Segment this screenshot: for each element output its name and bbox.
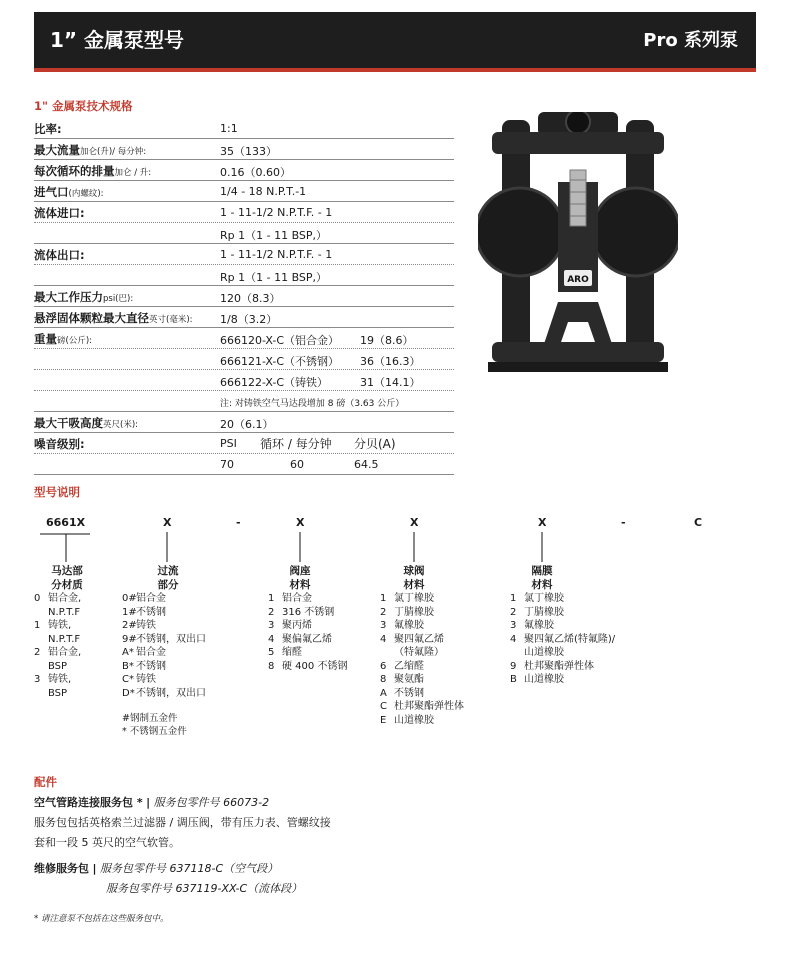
option-item: [380, 633, 464, 647]
option-item: [268, 633, 347, 647]
page-title: 1” 金属泵型号: [50, 28, 185, 52]
category-head-motor: 马达部 分材质: [51, 565, 83, 591]
spec-value: 35（133）: [220, 145, 277, 158]
option-item: [510, 619, 615, 633]
spec-row-fluid-inlet-2: [34, 223, 454, 244]
option-label: 不锈钢，双出口: [136, 633, 206, 645]
option-item: [380, 700, 464, 714]
spec-row-weight-2: [34, 349, 454, 370]
option-code: 3: [268, 620, 275, 631]
air-kit-description: 套和一段 5 英尺的空气软管。: [34, 836, 180, 849]
noise-value: 60: [290, 458, 304, 471]
model-code-x3: X: [410, 516, 419, 529]
spec-label: 悬浮固体颗粒最大直径英寸(毫米):: [34, 311, 193, 325]
option-label: BSP: [48, 660, 68, 672]
option-item: [380, 606, 464, 620]
spec-value: 1/4 - 18 N.P.T.-1: [220, 185, 307, 198]
option-label: 缩醛: [282, 647, 302, 658]
option-item: [268, 606, 347, 620]
option-label: N.P.T.F: [48, 606, 81, 618]
spec-row-noise-values: [34, 454, 454, 475]
option-item: [510, 592, 615, 606]
option-item: [510, 673, 615, 687]
air-kit-line: [34, 794, 269, 810]
spec-row-fluid-inlet: [34, 202, 454, 223]
option-item: [380, 687, 464, 701]
option-item: [510, 646, 615, 660]
spec-value: 120（8.3）: [220, 292, 281, 305]
options-seat: [268, 592, 347, 673]
option-label: 铝合金,: [48, 647, 82, 658]
spec-row-max-pressure: [34, 286, 454, 307]
parts-section-title: 配件: [34, 775, 57, 789]
option-item: [268, 660, 347, 674]
air-kit-part-number: 服务包零件号 66073-2: [153, 796, 270, 809]
spec-row-air-inlet: [34, 181, 454, 202]
option-item: [122, 606, 206, 620]
noise-value: 70: [220, 458, 234, 471]
pump-right-chamber: [592, 188, 678, 276]
repair-kit-label: 维修服务包: [34, 862, 89, 875]
option-code: C*: [122, 674, 134, 685]
option-label: N.P.T.F: [48, 633, 81, 645]
air-kit-description: 服务包包括英格索兰过滤器 / 调压阀，带有压力表、管螺纹接: [34, 816, 331, 829]
spec-value: 666120-X-C（铝合金）: [220, 334, 340, 347]
option-label: 铝合金,: [48, 593, 82, 604]
spec-value: Rp 1（1 - 11 BSP,）: [220, 271, 328, 284]
hardware-note: #钢制五金件: [122, 713, 178, 724]
model-code-x2: X: [296, 516, 305, 529]
repair-kit-line: [34, 860, 278, 876]
spec-value: 36（16.3）: [360, 355, 421, 368]
option-code: 2: [510, 606, 517, 618]
option-item: [34, 592, 81, 606]
option-label: BSP: [48, 687, 68, 699]
option-label: 氟橡胶: [524, 620, 554, 631]
spec-label: 进气口(内螺纹):: [34, 185, 104, 199]
option-label: 乙缩醛: [394, 660, 424, 672]
weight-note: 注: 对铸铁空气马达段增加 8 磅（3.63 公斤）: [220, 399, 405, 409]
option-code: A*: [122, 647, 134, 658]
option-label: 丁腈橡胶: [524, 606, 564, 618]
spec-value: 0.16（0.60）: [220, 166, 291, 179]
option-label: 氯丁橡胶: [524, 593, 564, 604]
option-code: 2: [268, 606, 275, 618]
option-label: 硬 400 不锈钢: [282, 660, 348, 672]
page-header: [34, 12, 756, 68]
model-code-c: C: [694, 516, 703, 529]
category-head-wetted: 过流 部分: [157, 565, 179, 591]
option-item: [268, 619, 347, 633]
option-item: [380, 646, 464, 660]
option-code: 2: [34, 647, 41, 658]
options-wetted: [122, 592, 206, 700]
spec-row-fluid-outlet: [34, 244, 454, 265]
model-code-x1: X: [163, 516, 172, 529]
option-item: [34, 606, 81, 620]
option-label: 聚氨酯: [394, 674, 424, 685]
option-label: 氯丁橡胶: [394, 593, 434, 604]
spec-row-max-suction: [34, 412, 454, 433]
options-diaphragm: [510, 592, 615, 687]
spec-row-displacement: [34, 160, 454, 181]
spec-row-fluid-outlet-2: [34, 265, 454, 286]
spec-value: 666121-X-C（不锈钢）: [220, 355, 340, 368]
spec-value: Rp 1（1 - 11 BSP,）: [220, 229, 328, 242]
option-code: 4: [268, 633, 275, 645]
spec-label: 比率:: [34, 122, 62, 136]
category-head-ball: 球阀 材料: [403, 565, 425, 591]
spec-table: [34, 118, 454, 475]
option-item: [34, 646, 81, 660]
pump-left-chamber: [478, 188, 564, 276]
option-item: [34, 619, 81, 633]
option-item: [122, 646, 206, 660]
option-code: 4: [510, 633, 517, 645]
option-label: （特氟隆）: [394, 647, 444, 658]
option-item: [122, 619, 206, 633]
option-label: 聚偏氟乙烯: [282, 633, 332, 645]
option-item: [510, 606, 615, 620]
spec-value: 19（8.6）: [360, 334, 414, 347]
spec-row-weight-1: [34, 328, 454, 349]
option-code: 1#: [122, 606, 137, 618]
option-item: [380, 714, 464, 728]
option-code: 0#: [122, 593, 137, 604]
option-label: 杜邦聚酯弹性体: [524, 660, 594, 672]
pump-logo-text: ARO: [567, 275, 589, 285]
noise-header: PSI: [220, 437, 237, 450]
option-item: [380, 660, 464, 674]
option-label: 氟橡胶: [394, 620, 424, 631]
spec-section-title: 1" 金属泵技术规格: [34, 99, 133, 113]
model-code-base: 6661X: [46, 516, 86, 529]
option-code: B: [510, 674, 517, 685]
option-item: [34, 633, 81, 647]
option-code: 1: [510, 593, 517, 604]
option-label: 聚四氟乙烯(特氟隆)/: [524, 633, 616, 645]
spec-row-max-flow: [34, 139, 454, 160]
separator: |: [146, 796, 151, 809]
option-label: 铝合金: [136, 647, 166, 658]
spec-label: 每次循环的排量加仑 / 升:: [34, 164, 152, 178]
category-head-seat: 阀座 材料: [289, 565, 311, 591]
pump-upper-bar: [492, 132, 664, 154]
options-motor: [34, 592, 81, 700]
spec-row-ratio: [34, 118, 454, 139]
spec-label: 最大干吸高度英尺(米):: [34, 416, 138, 430]
spec-value: 1:1: [220, 122, 238, 135]
spec-value: 31（14.1）: [360, 376, 421, 389]
option-item: [34, 687, 81, 701]
option-label: 聚丙烯: [282, 620, 312, 631]
option-label: 山道橡胶: [524, 674, 564, 685]
option-code: 9#: [122, 633, 137, 645]
pump-outlet-port: [566, 112, 590, 134]
pump-image: [478, 112, 678, 382]
header-accent-stripe: [34, 68, 756, 72]
option-item: [510, 660, 615, 674]
option-item: [122, 687, 206, 701]
option-label: 铝合金: [136, 593, 166, 604]
model-code-dash: -: [236, 516, 241, 529]
option-item: [34, 660, 81, 674]
option-code: 1: [34, 620, 41, 631]
option-code: D*: [122, 687, 135, 699]
option-label: 山道橡胶: [524, 647, 564, 658]
spec-label: 流体进口:: [34, 206, 85, 220]
option-item: [268, 646, 347, 660]
pump-muffler: [570, 170, 586, 226]
spec-row-max-solid: [34, 307, 454, 328]
option-code: B*: [122, 660, 134, 672]
spec-value: 1/8（3.2）: [220, 313, 278, 326]
option-label: 不锈钢，双出口: [136, 687, 206, 699]
option-code: 4: [380, 633, 387, 645]
option-code: 8: [380, 674, 387, 685]
option-code: C: [380, 701, 387, 712]
option-item: [122, 660, 206, 674]
option-code: 2: [380, 606, 387, 618]
model-code-x4: X: [538, 516, 547, 529]
spec-label: 最大流量加仑(升)/ 每分钟:: [34, 143, 147, 157]
option-code: 0: [34, 593, 41, 604]
option-code: A: [380, 687, 387, 699]
option-item: [268, 592, 347, 606]
spec-label: 流体出口:: [34, 248, 85, 262]
footnote: * 请注意泵不包括在这些服务包中。: [34, 914, 169, 924]
option-code: 5: [268, 647, 275, 658]
spec-label: 最大工作压力psi(巴):: [34, 290, 134, 304]
option-code: 2#: [122, 620, 137, 631]
spec-row-weight-note: [34, 391, 454, 412]
hardware-note: * 不锈钢五金件: [122, 726, 187, 737]
category-head-diaphragm: 隔膜 材料: [531, 565, 553, 591]
air-kit-label: 空气管路连接服务包 *: [34, 796, 143, 809]
option-label: 铸铁: [136, 674, 156, 685]
option-label: 316 不锈钢: [282, 606, 335, 618]
spec-value: 666122-X-C（铸铁）: [220, 376, 329, 389]
option-code: 3: [34, 674, 41, 685]
model-code-dash: -: [621, 516, 626, 529]
separator: |: [92, 862, 97, 875]
repair-kit-air-part: 服务包零件号 637118-C（空气段）: [100, 862, 279, 875]
spec-row-noise-header: [34, 433, 454, 454]
option-item: [380, 619, 464, 633]
spec-value: 1 - 11-1/2 N.P.T.F. - 1: [220, 248, 333, 261]
option-label: 山道橡胶: [394, 714, 434, 726]
pump-lower-bar: [492, 342, 664, 362]
noise-header: 循环 / 每分钟: [260, 437, 332, 451]
spec-label: 噪音级别:: [34, 437, 85, 451]
option-code: 6: [380, 660, 387, 672]
noise-value: 64.5: [354, 458, 379, 471]
option-code: 3: [380, 620, 387, 631]
option-item: [510, 633, 615, 647]
spec-value: 1 - 11-1/2 N.P.T.F. - 1: [220, 206, 333, 219]
option-label: 不锈钢: [136, 660, 166, 672]
spec-row-weight-3: [34, 370, 454, 391]
repair-kit-fluid-part: 服务包零件号 637119-XX-C（流体段）: [106, 882, 303, 895]
option-code: 9: [510, 660, 517, 672]
series-title: Pro 系列泵: [643, 30, 738, 51]
option-code: 1: [380, 593, 387, 604]
option-item: [122, 633, 206, 647]
option-item: [34, 673, 81, 687]
spec-label: 重量磅(公斤):: [34, 332, 92, 346]
option-code: 8: [268, 660, 275, 672]
option-label: 铸铁,: [48, 620, 72, 631]
option-label: 不锈钢: [136, 606, 166, 618]
options-ball: [380, 592, 464, 727]
option-label: 铸铁,: [48, 674, 72, 685]
option-label: 杜邦聚酯弹性体: [394, 701, 464, 712]
pump-base: [488, 362, 668, 372]
option-label: 聚四氟乙烯: [394, 633, 444, 645]
option-label: 铝合金: [282, 593, 312, 604]
option-item: [122, 673, 206, 687]
model-section-title: 型号说明: [34, 485, 80, 499]
option-code: 3: [510, 620, 517, 631]
noise-header: 分贝(A): [354, 437, 396, 451]
option-label: 丁腈橡胶: [394, 606, 434, 618]
option-item: [380, 673, 464, 687]
option-label: 铸铁: [136, 620, 156, 631]
option-code: E: [380, 714, 387, 726]
option-label: 不锈钢: [394, 687, 424, 699]
hardware-notes: [122, 712, 187, 738]
spec-value: 20（6.1）: [220, 418, 274, 431]
option-item: [380, 592, 464, 606]
option-code: 1: [268, 593, 275, 604]
option-item: [122, 592, 206, 606]
